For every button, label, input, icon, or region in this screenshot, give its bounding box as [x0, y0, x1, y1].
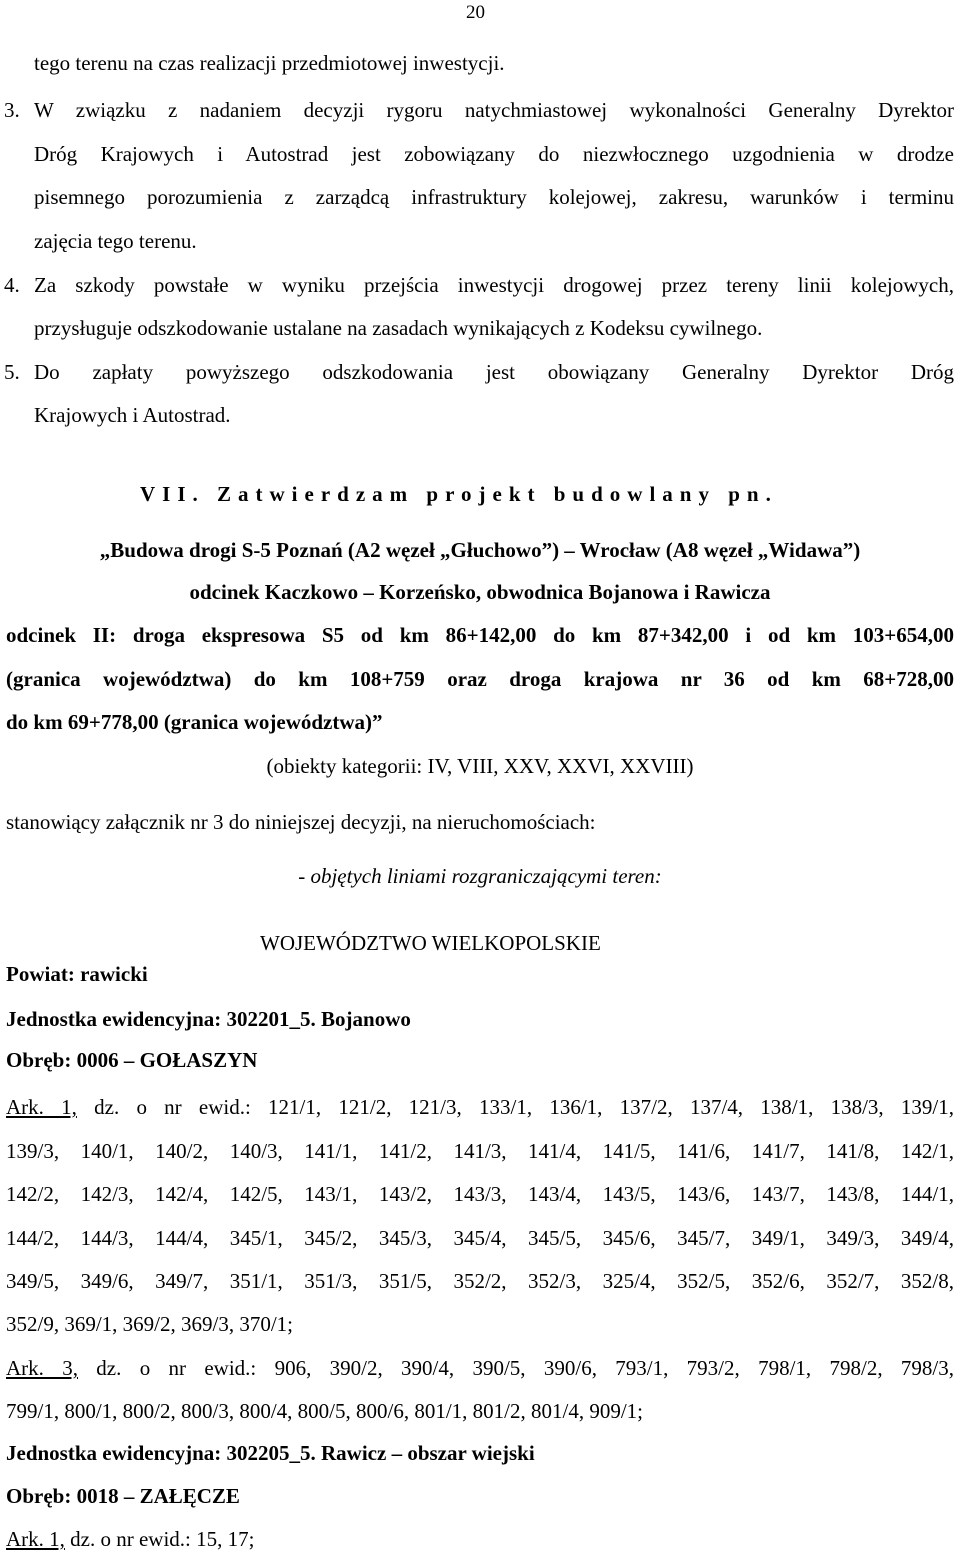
paragraph-line: Krajowych i Autostrad. [34, 403, 231, 427]
voivodeship-heading: WOJEWÓDZTWO WIELKOPOLSKIE [260, 931, 601, 955]
registration-unit: Jednostka ewidencyjna: 302201_5. Bojanowo [6, 1007, 411, 1031]
page-number: 20 [466, 2, 485, 23]
subheading-lines: - objętych liniami rozgraniczającymi teren: [298, 864, 662, 888]
sheet-label: Ark. 1, [6, 1095, 77, 1119]
project-title-line: „Budowa drogi S-5 Poznań (A2 węzeł „Głuchowo”) – Wrocław (A8 węzeł „Widawa”) [99, 538, 861, 562]
sheet-label: Ark. 3, [6, 1356, 78, 1380]
registration-unit: Jednostka ewidencyjna: 302205_5. Rawicz – obszar wiejski [6, 1441, 535, 1465]
parcels: dz. o nr ewid.: 906, 390/2, 390/4, 390/5, 390/6, 793/1, 793/2, 798/1, 798/2, 798/3, [77, 1356, 954, 1380]
parcel-list-line [6, 1094, 954, 1120]
sheet-label: Ark. 1, [6, 1527, 65, 1551]
parcel-list-line: 349/5, 349/6, 349/7, 351/1, 351/3, 351/5, 352/2, 352/3, 325/4, 352/5, 352/6, 352/7, 352/8, [6, 1269, 954, 1293]
paragraph-line: Za szkody powstałe w wyniku przejścia inwestycji drogowej przez tereny linii kolejowych, [34, 273, 954, 297]
object-categories: (obiekty kategorii: IV, VIII, XXV, XXVI, XXVIII) [266, 754, 694, 778]
text-line: tego terenu na czas realizacji przedmiotowej inwestycji. [34, 51, 505, 75]
paragraph-line: W związku z nadaniem decyzji rygoru natychmiastowej wykonalności Generalny Dyrektor [34, 98, 954, 122]
parcel-list-line: 799/1, 800/1, 800/2, 800/3, 800/4, 800/5, 800/6, 801/1, 801/2, 801/4, 909/1; [6, 1399, 644, 1423]
item-number: 5. [4, 360, 20, 384]
attachment-line: stanowiący załącznik nr 3 do niniejszej decyzji, na nieruchomościach: [6, 810, 596, 834]
paragraph-line: Do zapłaty powyższego odszkodowania jest obowiązany Generalny Dyrektor Dróg [34, 360, 954, 384]
paragraph-line: przysługuje odszkodowanie ustalane na zasadach wynikających z Kodeksu cywilnego. [34, 316, 763, 340]
parcels: dz. o nr ewid.: 121/1, 121/2, 121/3, 133/1, 136/1, 137/2, 137/4, 138/1, 138/3, 139/1, [76, 1095, 954, 1119]
item-number: 4. [4, 273, 20, 297]
parcel-list-line: 144/2, 144/3, 144/4, 345/1, 345/2, 345/3, 345/4, 345/5, 345/6, 345/7, 349/1, 349/3, 349/4, [6, 1226, 954, 1250]
precinct: Obręb: 0018 – ZAŁĘCZE [6, 1484, 240, 1508]
project-title-line: do km 69+778,00 (granica województwa)” [6, 710, 383, 734]
paragraph-line: zajęcia tego terenu. [34, 229, 197, 253]
parcel-list-line [6, 1355, 954, 1381]
parcels: dz. o nr ewid.: 15, 17; [64, 1527, 255, 1551]
precinct: Obręb: 0006 – GOŁASZYN [6, 1048, 258, 1072]
parcel-list-line: 352/9, 369/1, 369/2, 369/3, 370/1; [6, 1312, 294, 1336]
parcel-list-line: 139/3, 140/1, 140/2, 140/3, 141/1, 141/2, 141/3, 141/4, 141/5, 141/6, 141/7, 141/8, 142/1, [6, 1139, 954, 1163]
parcel-list-line [6, 1526, 254, 1552]
section-heading: VII. Zatwierdzam projekt budowlany pn. [140, 482, 778, 506]
project-title-line: (granica województwa) do km 108+759 oraz droga krajowa nr 36 od km 68+728,00 [6, 667, 954, 691]
paragraph-line: pisemnego porozumienia z zarządcą infrastruktury kolejowej, zakresu, warunków i terminu [34, 185, 954, 209]
item-number: 3. [4, 98, 20, 122]
parcel-list-line: 142/2, 142/3, 142/4, 142/5, 143/1, 143/2, 143/3, 143/4, 143/5, 143/6, 143/7, 143/8, 144/1, [6, 1182, 954, 1206]
project-title-line: odcinek II: droga ekspresowa S5 od km 86+142,00 do km 87+342,00 i od km 103+654,00 [6, 623, 954, 647]
paragraph-line: Dróg Krajowych i Autostrad jest zobowiązany do niezwłocznego uzgodnienia w drodze [34, 142, 954, 166]
project-title-line: odcinek Kaczkowo – Korzeńsko, obwodnica Bojanowa i Rawicza [189, 580, 771, 604]
county: Powiat: rawicki [6, 962, 148, 986]
